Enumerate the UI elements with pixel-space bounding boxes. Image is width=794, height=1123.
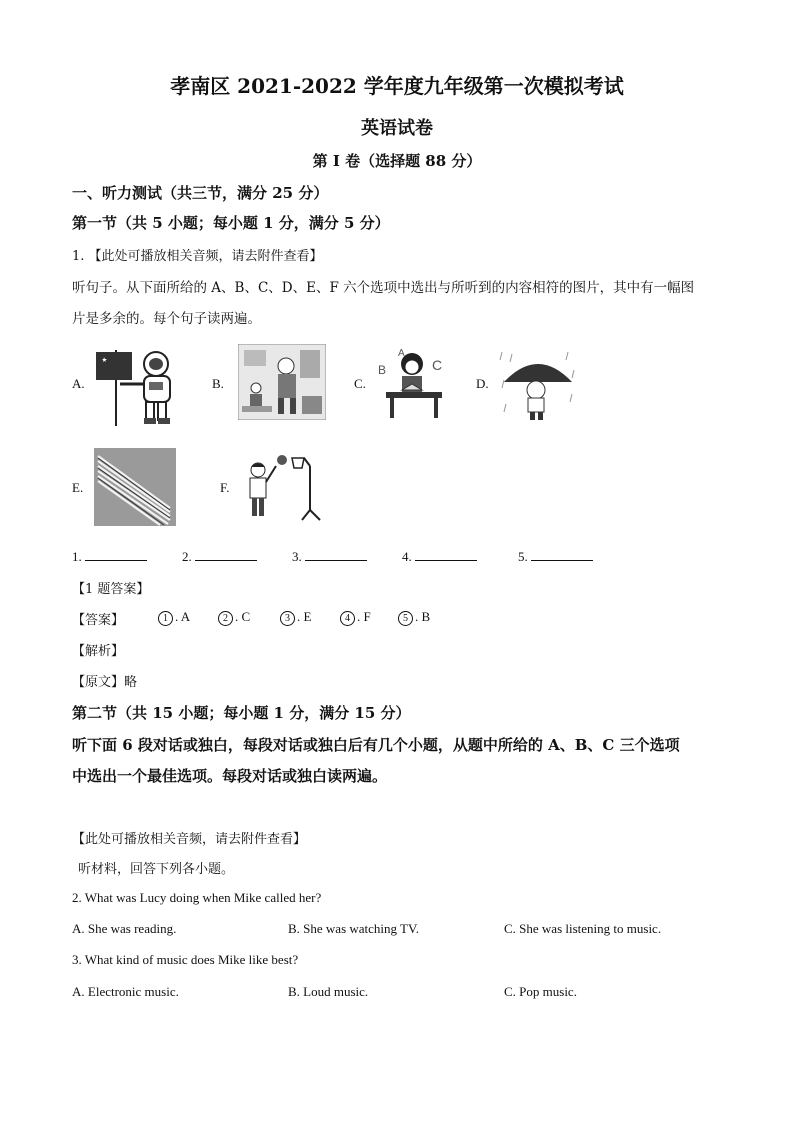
- analysis-label: 【解析】: [72, 644, 125, 659]
- answer-item: 1 . A: [158, 609, 190, 626]
- section2-instruction: 中选出一个最佳选项。每段对话或独白读两遍。: [72, 767, 388, 785]
- option-letter: A.: [72, 376, 85, 391]
- answer-item: 5 . B: [398, 609, 430, 626]
- astronaut-flag-picture: [94, 344, 188, 428]
- option-letter: D.: [476, 376, 489, 391]
- question-option[interactable]: B. Loud music.: [288, 984, 369, 999]
- section2-instruction: 听下面 6 段对话或独白，每段对话或独白后有几个小题，从题中所给的 A、B、C 三个选项: [72, 736, 680, 754]
- basketball-picture: [244, 452, 324, 524]
- girl-reading-picture: [376, 344, 448, 420]
- answer-tag: 【1 题答案】: [72, 582, 150, 597]
- question-stem: 3. What kind of music does Mike like best?: [72, 952, 299, 967]
- option-letter: C.: [354, 376, 366, 391]
- umbrella-rain-picture: [498, 350, 578, 422]
- answer-blank[interactable]: 1.: [72, 548, 147, 565]
- answer-blank[interactable]: 5.: [518, 548, 593, 565]
- answer-item: 4 . F: [340, 609, 371, 626]
- question-option[interactable]: A. She was reading.: [72, 921, 177, 936]
- page-title: 孝南区 2021-2022 学年度九年级第一次模拟考试: [170, 74, 624, 98]
- answer-item: 3 . E: [280, 609, 311, 626]
- section1-heading: 第一节（共 5 小题；每小题 1 分，满分 5 分）: [72, 214, 390, 232]
- question-option[interactable]: A. Electronic music.: [72, 984, 179, 999]
- instruction-line: 听句子。从下面所给的 A、B、C、D、E、F 六个选项中选出与所听到的内容相符的图片，其中有一幅图: [72, 280, 695, 296]
- question-stem: 2. What was Lucy doing when Mike called her?: [72, 890, 322, 905]
- option-letter: B.: [212, 376, 224, 391]
- question-option[interactable]: C. Pop music.: [504, 984, 577, 999]
- volume-title: 第 I 卷（选择题 88 分）: [312, 152, 482, 170]
- answer-item: 2 . C: [218, 609, 250, 626]
- original-label: 【原文】略: [72, 675, 138, 690]
- option-letter: E.: [72, 480, 84, 495]
- audio-note[interactable]: 1. 【此处可播放相关音频，请去附件查看】: [72, 249, 323, 264]
- listen-note: 听材料，回答下列各小题。: [78, 862, 235, 877]
- svg-text:C: C: [432, 357, 443, 373]
- question-option[interactable]: C. She was listening to music.: [504, 921, 662, 936]
- subject-title: 英语试卷: [361, 118, 433, 139]
- answer-blank[interactable]: 2.: [182, 548, 257, 565]
- instruction-line: 片是多余的。每个句子读两遍。: [72, 311, 261, 327]
- answer-blank[interactable]: 4.: [402, 548, 477, 565]
- audio-note[interactable]: 【此处可播放相关音频，请去附件查看】: [72, 832, 307, 847]
- section2-heading: 第二节（共 15 小题；每小题 1 分，满分 15 分）: [72, 704, 411, 722]
- chopsticks-picture: [94, 448, 176, 526]
- svg-text:A: A: [398, 348, 405, 359]
- classroom-picture: [238, 344, 326, 420]
- question-option[interactable]: B. She was watching TV.: [288, 921, 419, 936]
- answer-blank[interactable]: 3.: [292, 548, 367, 565]
- answer-label: 【答案】: [72, 613, 125, 628]
- svg-text:B: B: [378, 363, 387, 377]
- option-letter: F.: [220, 480, 230, 495]
- part1-heading: 一、听力测试（共三节，满分 25 分）: [72, 184, 329, 202]
